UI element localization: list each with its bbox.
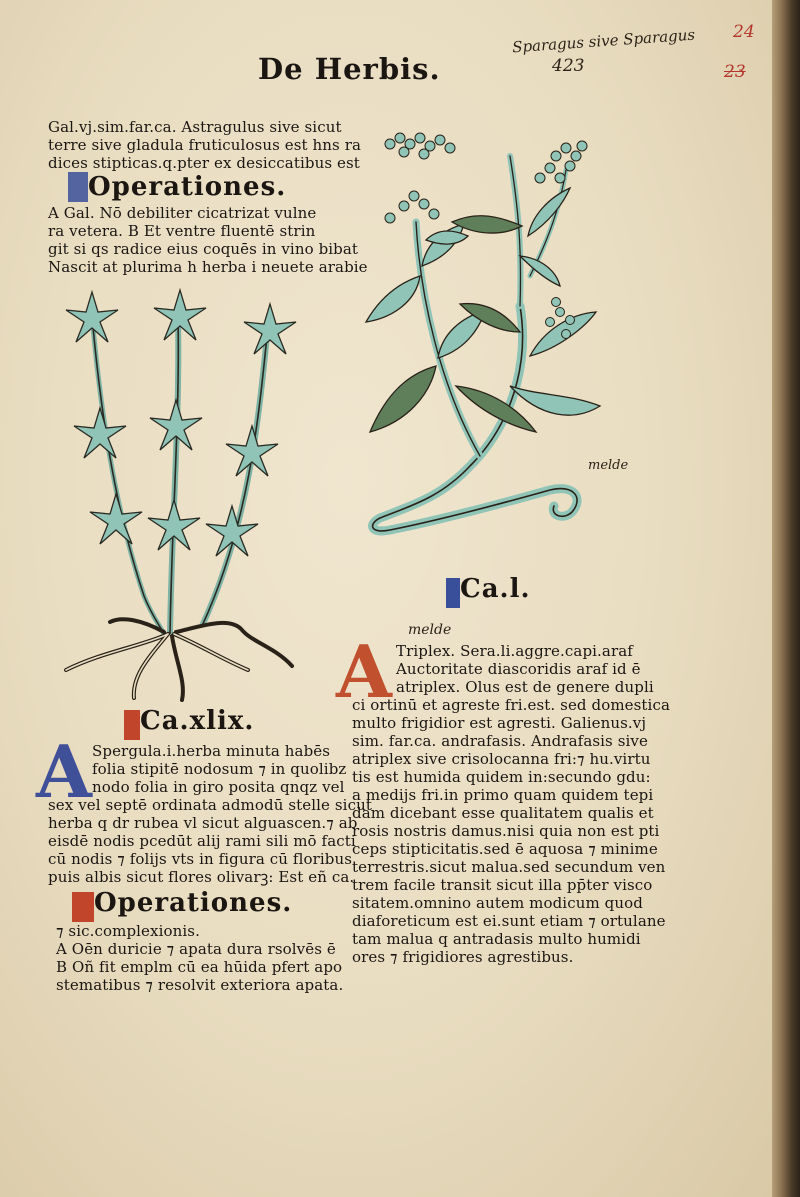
- text-line: ci ortinū et agreste fri.est. sed domestica: [352, 696, 670, 714]
- text-line: eisdē nodis pcedūt alij rami sili mō facti: [48, 832, 356, 850]
- text-line: atriplex sive crisolocanna fri:⁊ hu.virtu: [352, 750, 651, 768]
- text-line: Triplex. Sera.li.aggre.capi.araf: [396, 642, 633, 660]
- text-line: puis albis sicut flores olivarꝫ: Est eñ ca.: [48, 868, 355, 886]
- text-line: Spergula.i.herba minuta habēs: [92, 742, 331, 760]
- text-line: tis est humida quidem in:secundo gdu:: [352, 768, 651, 786]
- text-line: A Gal. Nō debiliter cicatrizat vulne: [48, 204, 317, 222]
- rubric-red-mark: [124, 710, 140, 740]
- text-line: A Oēn duricie ⁊ apata dura rsolvēs ē: [56, 940, 336, 958]
- chapter-heading-l: Ca.l.: [460, 574, 531, 604]
- text-line: a medijs fri.in primo quam quidem tepi: [352, 786, 654, 804]
- folio-number: 24: [733, 22, 755, 42]
- text-line: git si qs radice eius coquēs in vino bibat: [48, 240, 359, 258]
- folio-number-struck: 23: [724, 62, 746, 82]
- rubric-blue-mark: [68, 172, 88, 202]
- book-spine-edge: [772, 0, 800, 1197]
- text-line: trem facile transit sicut illa pp̄ter visco: [352, 876, 653, 894]
- margin-annotation: melde: [408, 622, 452, 638]
- operationes-text: [48, 204, 368, 276]
- text-line: ra vetera. B Et ventre fluentē strin: [48, 222, 316, 240]
- plant-annotation: melde: [588, 458, 629, 473]
- page-title: De Herbis.: [258, 52, 441, 86]
- text-line: multo frigidior est agresti. Galienus.vj: [352, 714, 647, 732]
- text-line: terrestris.sicut malua.sed secundum ven: [352, 858, 666, 876]
- text-line: dam dicebant esse qualitatem qualis et: [352, 804, 654, 822]
- text-line: Nascit at plurima h herba i neuete arabie: [48, 258, 368, 276]
- intro-text: [48, 118, 361, 172]
- text-line: cū nodis ⁊ folijs vts in figura cū floribus: [48, 850, 353, 868]
- spergula-text: [48, 796, 372, 886]
- text-line: terre sive gladula fruticulosus est hns ra: [48, 136, 362, 154]
- text-line: rosis nostris damus.nisi quia non est pti: [352, 822, 660, 840]
- rubric-red-mark: [72, 892, 94, 922]
- atriplex-text-top: [396, 642, 654, 696]
- text-line: atriplex. Olus est de genere dupli: [396, 678, 654, 696]
- text-line: nodo folia in giro posita qnqz vel: [92, 778, 345, 796]
- text-line: stematibus ⁊ resolvit exteriora apata.: [56, 976, 344, 994]
- text-line: sex vel septē ordinata admodū stelle sicut: [48, 796, 372, 814]
- text-line: Gal.vj.sim.far.ca. Astragulus sive sicut: [48, 118, 342, 136]
- text-line: diaforeticum est ei.sunt etiam ⁊ ortulane: [352, 912, 666, 930]
- initial-letter-a: A: [336, 629, 392, 714]
- text-line: sitatem.omnino autem modicum quod: [352, 894, 643, 912]
- initial-letter-s: A: [36, 729, 92, 814]
- text-line: dices stipticas.q.pter ex desiccatibus est: [48, 154, 360, 172]
- text-line: ores ⁊ frigidiores agrestibus.: [352, 948, 574, 966]
- text-line: Auctoritate diascoridis araf id ē: [396, 660, 641, 678]
- rubric-blue-mark: [446, 578, 460, 608]
- text-line: tam malua q antradasis multo humidi: [352, 930, 641, 948]
- spergula-illustration: [52, 286, 312, 706]
- text-line: ceps stipticitatis.sed ē aquosa ⁊ minime: [352, 840, 658, 858]
- text-line: sim. far.ca. andrafasis. Andrafasis sive: [352, 732, 648, 750]
- operationes-heading-2: Operationes.: [94, 888, 293, 918]
- text-line: B Oñ fit emplm cū ea hūida pfert apo: [56, 958, 343, 976]
- spergula-text-top: [92, 742, 346, 796]
- atriplex-illustration: [360, 126, 620, 540]
- operationes2-text: [56, 922, 343, 994]
- chapter-heading-xlix: Ca.xlix.: [140, 706, 255, 736]
- text-line: folia stipitē nodosum ⁊ in quolibz: [92, 760, 347, 778]
- atriplex-text: [352, 696, 670, 966]
- text-line: ⁊ sic.complexionis.: [56, 922, 200, 940]
- text-line: herba q dr rubea vl sicut alguascen.⁊ ab: [48, 814, 358, 832]
- operationes-heading: Operationes.: [88, 172, 287, 202]
- handwritten-number: 423: [552, 56, 585, 76]
- handwritten-annotation: Sparagus sive Sparagus: [511, 25, 696, 57]
